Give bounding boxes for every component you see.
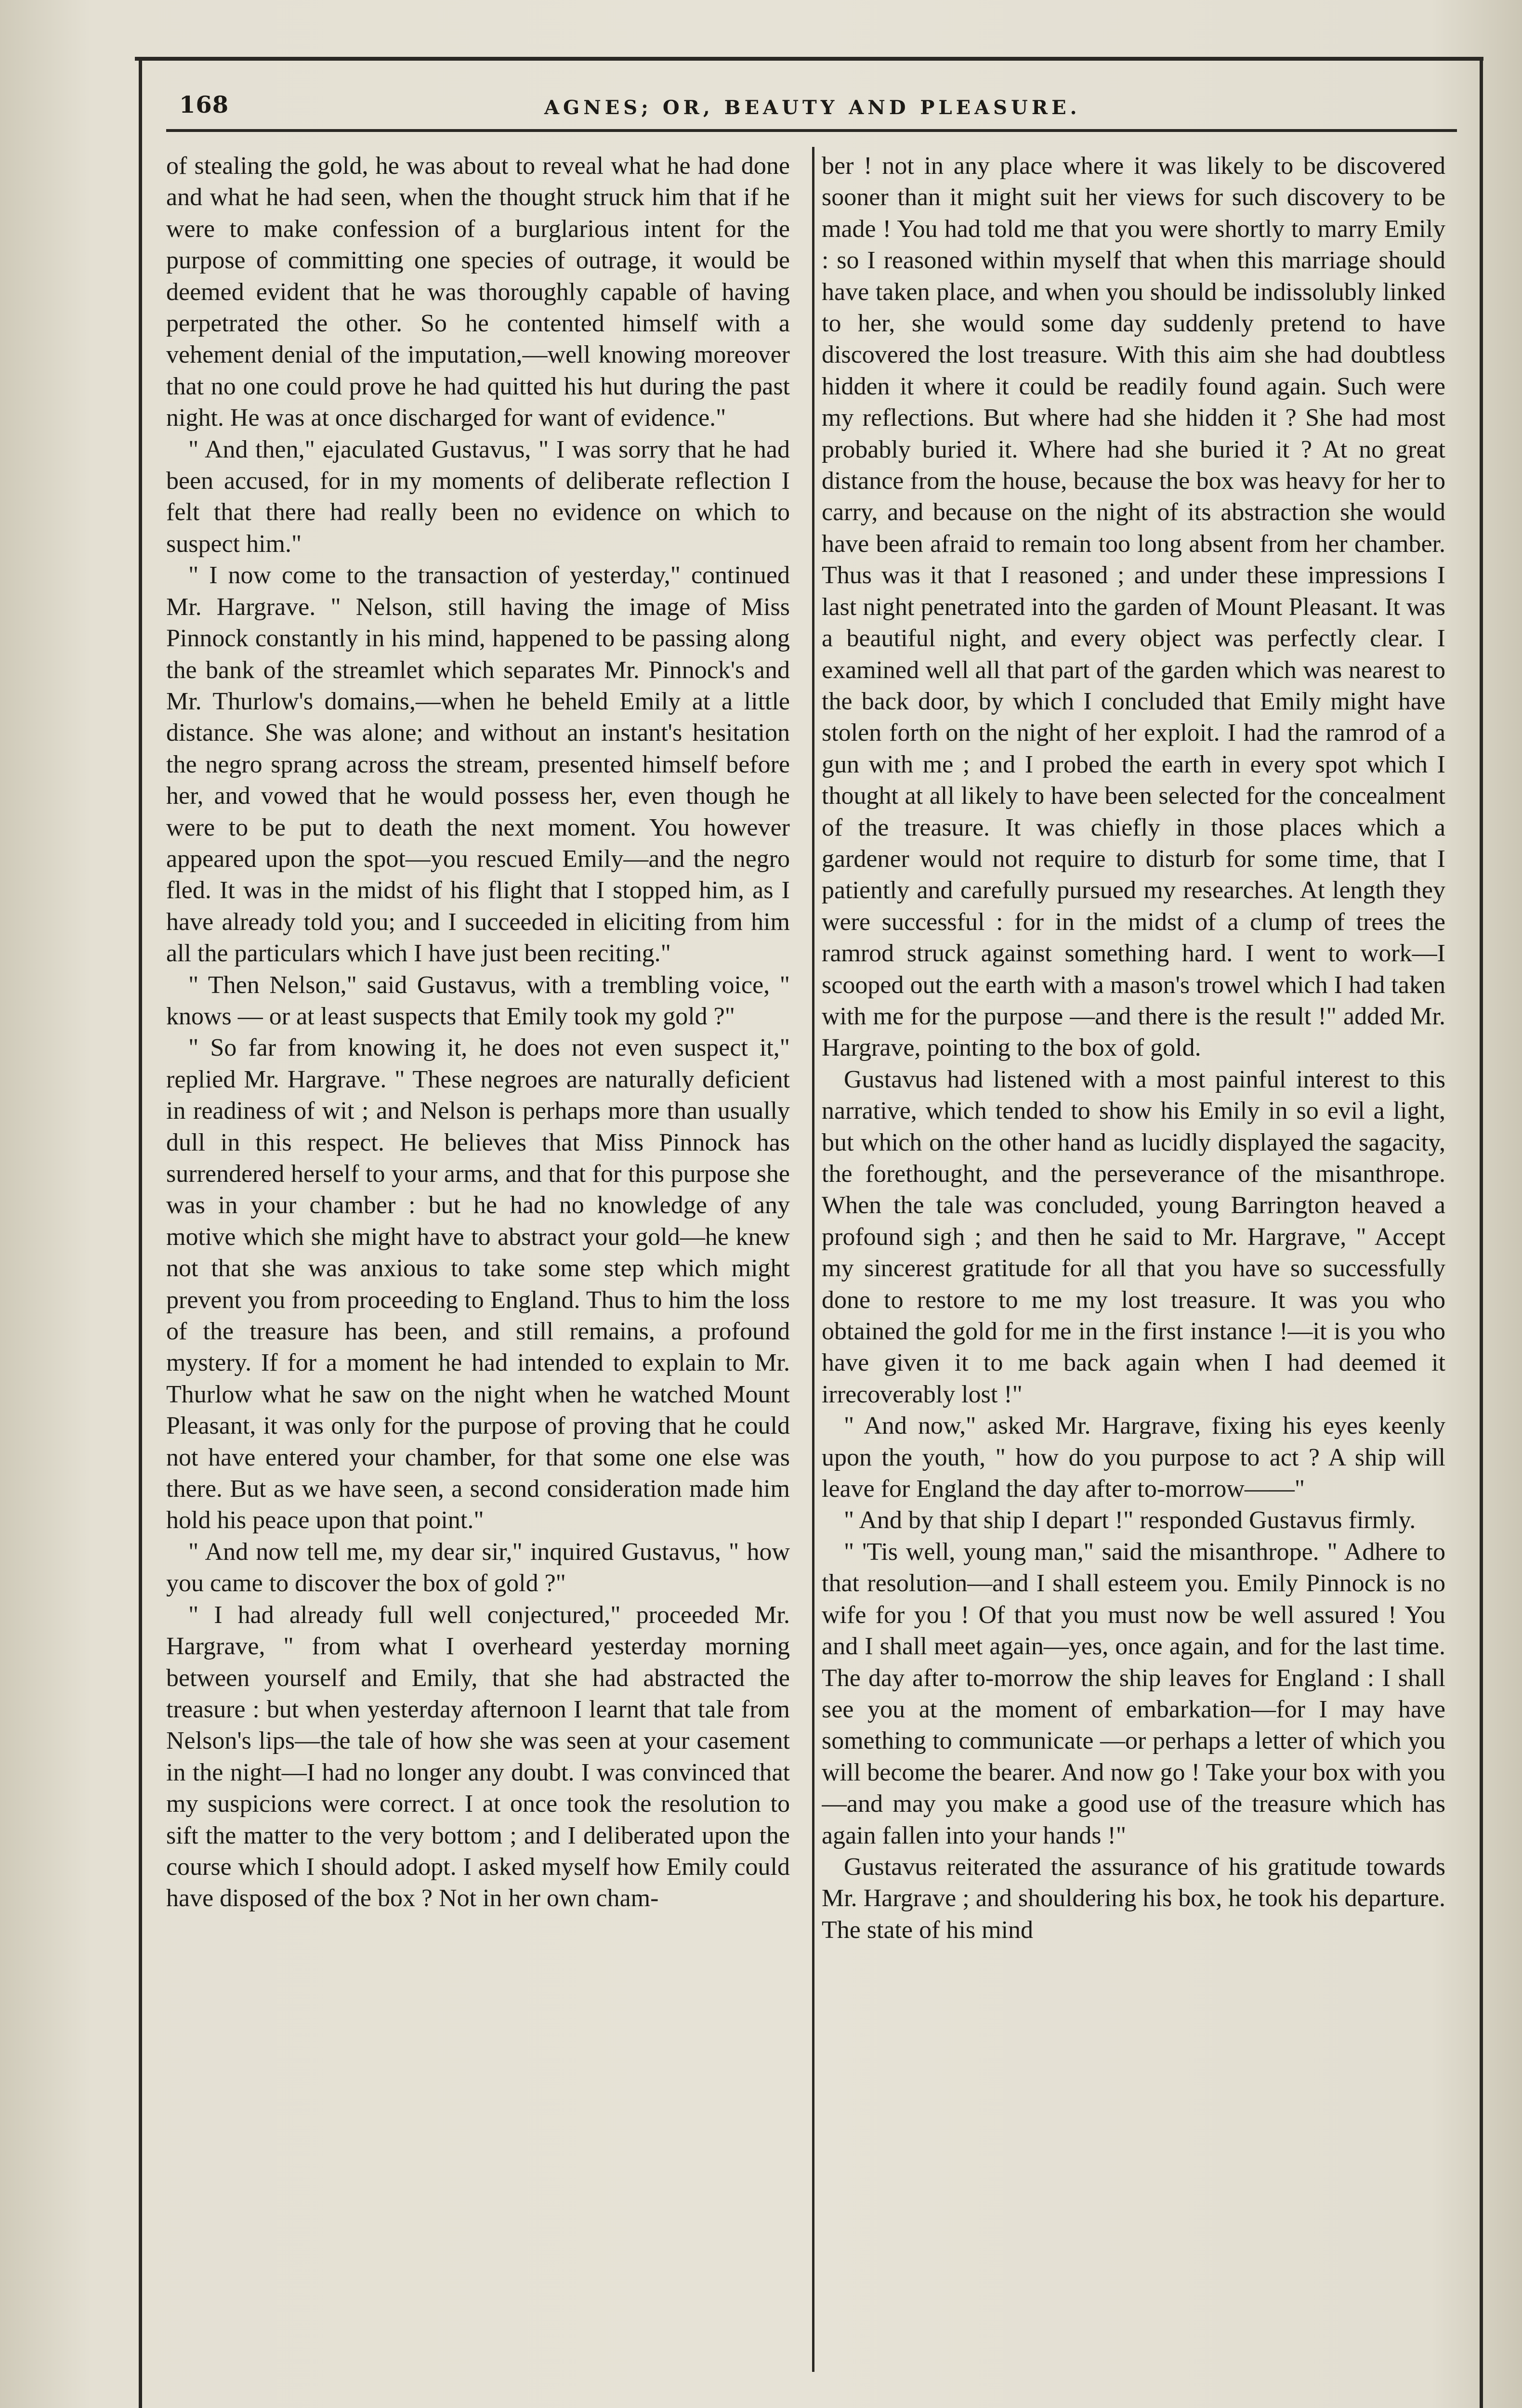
- paragraph: " And then," ejaculated Gustavus, " I was sorry that he had been accused, for in my moments of deliberate reflection I felt that there had really been no evidence on which to suspect him.": [166, 435, 790, 558]
- page-number: 168: [179, 92, 229, 118]
- column-divider: [812, 147, 814, 2372]
- text-column-right: [822, 150, 1445, 2373]
- paragraph: " 'Tis well, young man," said the misanthrope. " Adhere to that resolution—and I shall esteem you. Emily Pinnock is no wife for you ! Of that you must now be well assured ! You and I shall meet again—yes, once again, and for the last time. The day after to-morrow the ship leaves for England : I shall see you at the moment of embarkation—for I may have something to communicate —or perhaps a letter of which you will become the bearer. And now go ! Take your box with you—and may you make a good use of the treasure which has again fallen into your hands !": [822, 1538, 1445, 1849]
- paragraph: " I now come to the transaction of yesterday," continued Mr. Hargrave. " Nelson, still having the image of Miss Pinnock constantly in his mind, happened to be passing along the bank of the streamlet which separates Mr. Pinnock's and Mr. Thurlow's domains,—when he beheld Emily at a little distance. She was alone; and without an instant's hesitation the negro sprang across the stream, presented himself before her, and vowed that he would possess her, even though he were to be put to death the next moment. You however appeared upon the spot—you rescued Emily—and the negro fled. It was in the midst of his flight that I stopped him, as I have already told you; and I succeeded in eliciting from him all the particulars which I have just been reciting.": [166, 562, 790, 968]
- text-column-left: [166, 150, 790, 2373]
- top-border-rule: [135, 57, 1483, 61]
- paragraph: Gustavus reiterated the assurance of his gratitude towards Mr. Hargrave ; and shouldering his box, he took his departure. The state of his mind: [822, 1853, 1445, 1944]
- paragraph: " Then Nelson," said Gustavus, with a trembling voice, " knows — or at least suspects that Emily took my gold ?": [166, 971, 790, 1030]
- paragraph: Gustavus had listened with a most painful interest to this narrative, which tended to show his Emily in so evil a light, but which on the other hand as lucidly displayed the sagacity, the forethought, and the perseverance of the misanthrope. When the tale was concluded, young Barrington heaved a profound sigh ; and then he said to Mr. Hargrave, " Accept my sincerest gratitude for all that you have so successfully done to restore to me my lost treasure. It was you who obtained the gold for me in the first instance !—it is you who have given it to me back again when I had deemed it irrecoverably lost !": [822, 1065, 1445, 1408]
- paragraph: " I had already full well conjectured," proceeded Mr. Hargrave, " from what I overheard yesterday morning between yourself and Emily, that she had abstracted the treasure : but when yesterday afternoon I learnt that tale from Nelson's lips—the tale of how she was seen at your casement in the night—I had no longer any doubt. I was convinced that my suspicions were correct. I at once took the resolution to sift the matter to the very bottom ; and I deliberated upon the course which I should adopt. I asked myself how Emily could have disposed of the box ? Not in her own cham-: [166, 1601, 790, 1912]
- paragraph: " And now," asked Mr. Hargrave, fixing his eyes keenly upon the youth, " how do you purpose to act ? A ship will leave for England the day after to-morrow——": [822, 1412, 1445, 1503]
- paragraph: ber ! not in any place where it was likely to be discovered sooner than it might suit her views for such discovery to be made ! You had told me that you were shortly to marry Emily : so I reasoned within myself that when this marriage should have taken place, and when you should be indissolubly linked to her, she would some day suddenly pretend to have discovered the lost treasure. With this aim she had doubtless hidden it where it could be readily found again. Such were my reflections. But where had she hidden it ? She had most probably buried it. Where had she buried it ? At no great distance from the house, because the box was heavy for her to carry, and because on the night of its abstraction she would have been afraid to remain too long absent from her chamber. Thus was it that I reasoned ; and under these impressions I last night penetrated into the garden of Mount Pleasant. It was a beautiful night, and every object was perfectly clear. I examined well all that part of the garden which was nearest to the back door, by which I concluded that Emily might have stolen forth on the night of her exploit. I had the ramrod of a gun with me ; and I probed the earth in every spot which I thought at all likely to have been selected for the concealment of the treasure. It was chiefly in those places which a gardener would not require to disturb for some time, that I patiently and carefully pursued my researches. At length they were successful : for in the midst of a clump of trees the ramrod struck against something hard. I went to work—I scooped out the earth with a mason's trowel which I had taken with me for the purpose —and there is the result !" added Mr. Hargrave, pointing to the box of gold.: [822, 152, 1445, 1062]
- paragraph: " So far from knowing it, he does not even suspect it," replied Mr. Hargrave. " These negroes are naturally deficient in readiness of wit ; and Nelson is perhaps more than usually dull in this respect. He believes that Miss Pinnock has surrendered herself to your arms, and that for this purpose she was in your chamber : but he had no knowledge of any motive which she might have to abstract your gold—he knew not that she was anxious to take some step which might prevent you from proceeding to England. Thus to him the loss of the treasure has been, and still remains, a profound mystery. If for a moment he had intended to explain to Mr. Thurlow what he saw on the night when he watched Mount Pleasant, it was only for the purpose of proving that he could not have entered your chamber, for that some one else was there. But as we have seen, a second consideration made him hold his peace upon that point.": [166, 1034, 790, 1534]
- running-head: AGNES; OR, BEAUTY AND PLEASURE.: [544, 96, 1081, 119]
- paragraph: " And now tell me, my dear sir," inquired Gustavus, " how you came to discover the box of gold ?": [166, 1538, 790, 1597]
- paragraph: of stealing the gold, he was about to reveal what he had done and what he had seen, when the thought struck him that if he were to make confession of a burglarious intent for the purpose of committing one species of outrage, it would be deemed evident that he was thoroughly capable of having perpetrated the other. So he contented himself with a vehement denial of the imputation,—well knowing moreover that no one could prove he had quitted his hut during the past night. He was at once discharged for want of evidence.": [166, 152, 790, 432]
- paragraph: " And by that ship I depart !" responded Gustavus firmly.: [844, 1506, 1416, 1534]
- right-border-rule: [1480, 57, 1483, 2408]
- left-border-rule: [139, 57, 142, 2408]
- header-rule: [166, 129, 1457, 132]
